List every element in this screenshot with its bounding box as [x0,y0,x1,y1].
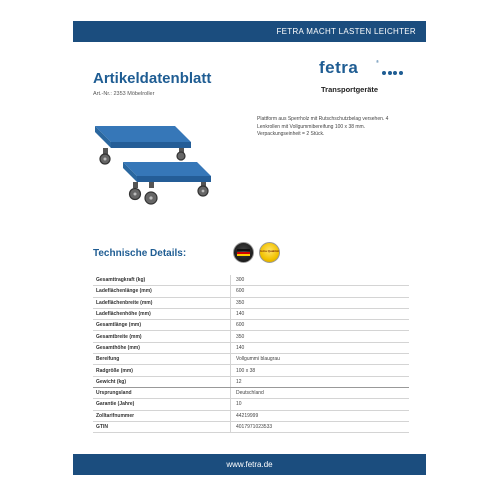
spec-label: Gewicht (kg) [93,376,231,387]
spec-label: Radgröße (mm) [93,365,231,376]
product-image [93,114,213,214]
spec-label: Ladeflächenbreite (mm) [93,297,231,308]
spec-row [93,331,409,342]
spec-value: 10 [231,399,410,410]
spec-label: Ursprungsland [93,387,231,398]
product-description [257,116,397,139]
description-line: Plattform aus Sperrholz mit Rutschschutzbelag versehen. 4 [257,116,389,122]
spec-value: 350 [231,331,410,342]
spec-value: 140 [231,308,410,319]
logo-tagline: Transportgeräte [321,85,379,94]
spec-row [93,342,409,353]
spec-label: Ladeflächenlänge (mm) [93,286,231,297]
dolly-back [95,126,191,164]
quality-seal-badge [259,242,280,263]
spec-value: Deutschland [231,387,410,398]
logo-wordmark: fetra [319,58,359,77]
spec-value: 44219999 [231,410,410,421]
description-line: Lenkrollen mit Vollgummibereifung 100 x 38 mm. [257,123,366,130]
logo-dots-icon [382,71,403,75]
dolly-front [123,162,211,204]
made-in-germany-badge [233,242,254,263]
registered-mark: ® [376,59,379,64]
spec-row [93,421,409,432]
spec-value: 140 [231,342,410,353]
spec-value: 100 x 38 [231,365,410,376]
spec-row [93,308,409,319]
spec-row [93,410,409,421]
article-number: Art.-Nr.: 2353 Möbelroller [93,91,155,97]
spec-label: Garantie (Jahre) [93,399,231,410]
spec-value: 600 [231,286,410,297]
spec-label: GTIN [93,421,231,432]
header-bar [73,21,426,42]
spec-label: Gesamthöhe (mm) [93,342,231,353]
spec-value: Vollgummi blaugrau [231,354,410,365]
footer-bar [73,454,426,475]
header-slogan: FETRA MACHT LASTEN LEICHTER [276,27,416,36]
spec-row [93,275,409,286]
spec-row [93,286,409,297]
quality-seal-text: fetra Qualität [260,249,279,253]
spec-label: Ladeflächenhöhe (mm) [93,308,231,319]
footer-url[interactable]: www.fetra.de [226,460,273,469]
spec-value: 12 [231,376,410,387]
spec-value: 350 [231,297,410,308]
spec-row [93,297,409,308]
spec-value: 4017971023533 [231,421,410,432]
spec-row [93,387,409,398]
spec-label: Bereifung [93,354,231,365]
technical-details-heading: Technische Details: [93,248,187,259]
spec-value: 600 [231,320,410,331]
spec-row [93,399,409,410]
description-line: Verpackungseinheit = 2 Stück. [257,131,325,137]
spec-label: Gesamtlänge (mm) [93,320,231,331]
fetra-logo [319,58,409,98]
spec-row [93,365,409,376]
spec-label: Gesamtbreite (mm) [93,331,231,342]
spec-label: Zolltarifnummer [93,410,231,421]
spec-label: Gesamttragkraft (kg) [93,275,231,286]
spec-row [93,320,409,331]
spec-table [93,275,409,433]
spec-value: 300 [231,275,410,286]
spec-row [93,354,409,365]
spec-row [93,376,409,387]
document-title: Artikeldatenblatt [93,70,212,87]
